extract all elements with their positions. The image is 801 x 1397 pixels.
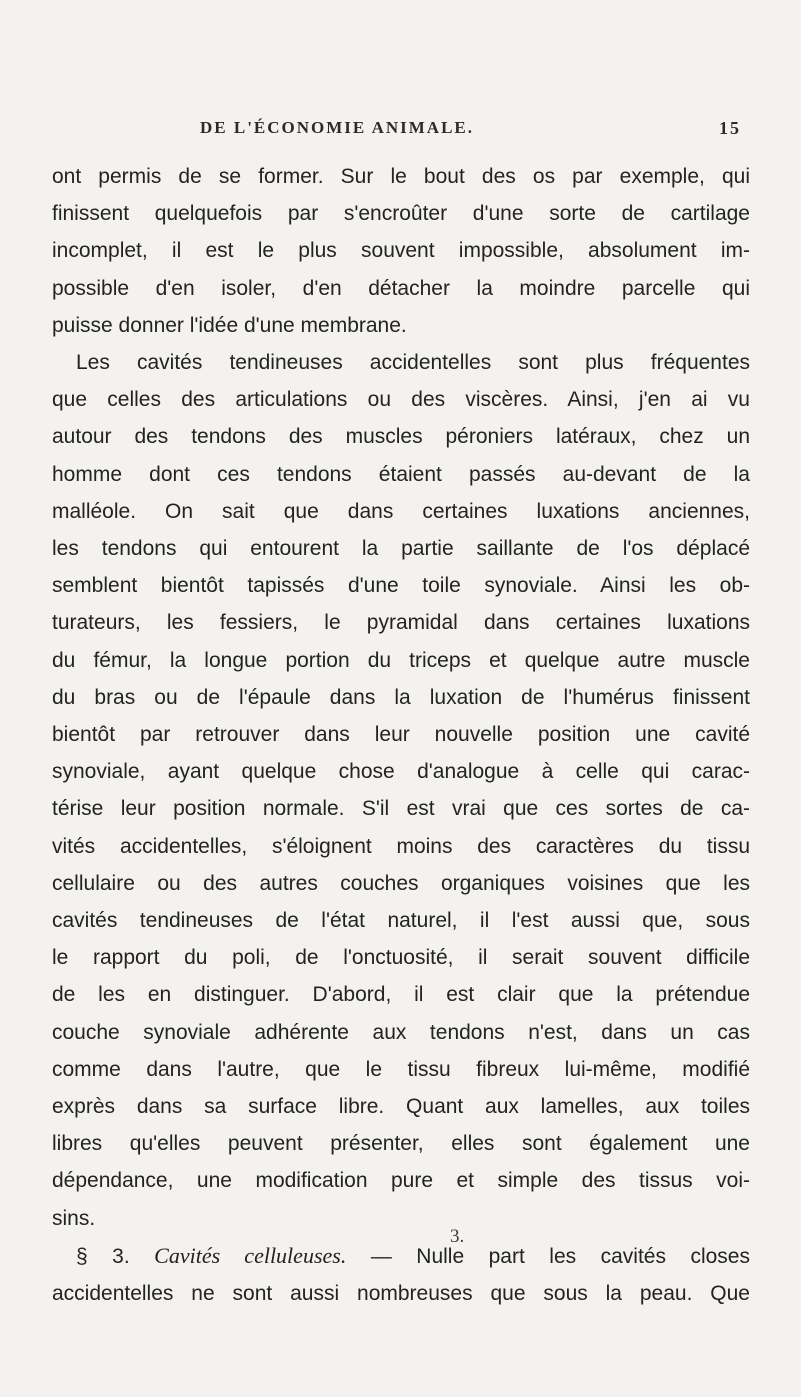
text-line: homme dont ces tendons étaient passés au-devant de la bbox=[52, 462, 750, 486]
text-line: que celles des articulations ou des viscères. Ainsi, j'en ai vu bbox=[52, 388, 750, 412]
text-line: exprès dans sa surface libre. Quant aux lamelles, aux toiles bbox=[52, 1095, 750, 1119]
text-line: le rapport du poli, de l'onctuosité, il serait souvent difficile bbox=[52, 946, 750, 970]
text-line: du bras ou de l'épaule dans la luxation de l'humérus finissent bbox=[52, 685, 750, 709]
text-line: couche synoviale adhérente aux tendons n'est, dans un cas bbox=[52, 1020, 750, 1044]
text-line: autour des tendons des muscles péroniers latéraux, chez un bbox=[52, 425, 750, 449]
text-line: vités accidentelles, s'éloignent moins des caractères du tissu bbox=[52, 834, 750, 858]
section-3 bbox=[52, 1237, 750, 1312]
text-line: possible d'en isoler, d'en détacher la moindre parcelle qui bbox=[52, 276, 750, 300]
signature-mark: 3. bbox=[450, 1226, 465, 1247]
section-title: Cavités celluleuses. bbox=[154, 1242, 347, 1268]
text-line: dépendance, une modification pure et simple des tissus voi- bbox=[52, 1169, 750, 1193]
page-number: 15 bbox=[719, 118, 741, 138]
text-line: sins. bbox=[52, 1206, 96, 1230]
section-3-heading-line bbox=[52, 1237, 750, 1275]
text-line: semblent bientôt tapissés d'une toile synoviale. Ainsi les ob- bbox=[52, 574, 750, 598]
text-line: de les en distinguer. D'abord, il est clair que la prétendue bbox=[52, 983, 750, 1007]
text-line: Les cavités tendineuses accidentelles sont plus fréquentes bbox=[76, 351, 750, 375]
section-number: § 3. bbox=[76, 1244, 130, 1268]
text-line: cavités tendineuses de l'état naturel, il l'est aussi que, sous bbox=[52, 909, 750, 933]
text-line: synoviale, ayant quelque chose d'analogue à celle qui carac- bbox=[52, 760, 750, 784]
text-line: turateurs, les fessiers, le pyramidal dans certaines luxations bbox=[52, 611, 750, 635]
text-line: du fémur, la longue portion du triceps et quelque autre muscle bbox=[52, 648, 750, 672]
section-text: — Nulle part les cavités closes bbox=[370, 1244, 750, 1268]
text-line: cellulaire ou des autres couches organiques voisines que les bbox=[52, 871, 750, 895]
text-line: accidentelles ne sont aussi nombreuses que sous la peau. Que bbox=[52, 1282, 750, 1306]
text-line: libres qu'elles peuvent présenter, elles sont également une bbox=[52, 1132, 750, 1156]
text-line: bientôt par retrouver dans leur nouvelle position une cavité bbox=[52, 723, 750, 747]
text-line: finissent quelquefois par s'encroûter d'une sorte de cartilage bbox=[52, 202, 750, 226]
page-header bbox=[170, 118, 770, 144]
text-line: ont permis de se former. Sur le bout des os par exemple, qui bbox=[52, 165, 750, 188]
paragraph-2 bbox=[52, 344, 750, 1237]
text-line: incomplet, il est le plus souvent impossible, absolument im- bbox=[52, 239, 750, 263]
body-text bbox=[52, 158, 750, 1312]
running-title: DE L'ÉCONOMIE ANIMALE. bbox=[200, 118, 474, 137]
text-line: puisse donner l'idée d'une membrane. bbox=[52, 313, 407, 337]
text-line: comme dans l'autre, que le tissu fibreux lui-même, modifié bbox=[52, 1057, 750, 1081]
text-line: malléole. On sait que dans certaines luxations anciennes, bbox=[52, 499, 750, 523]
paragraph-1 bbox=[52, 158, 750, 344]
text-line: les tendons qui entourent la partie saillante de l'os déplacé bbox=[52, 537, 750, 561]
text-line: térise leur position normale. S'il est vrai que ces sortes de ca- bbox=[52, 797, 750, 821]
